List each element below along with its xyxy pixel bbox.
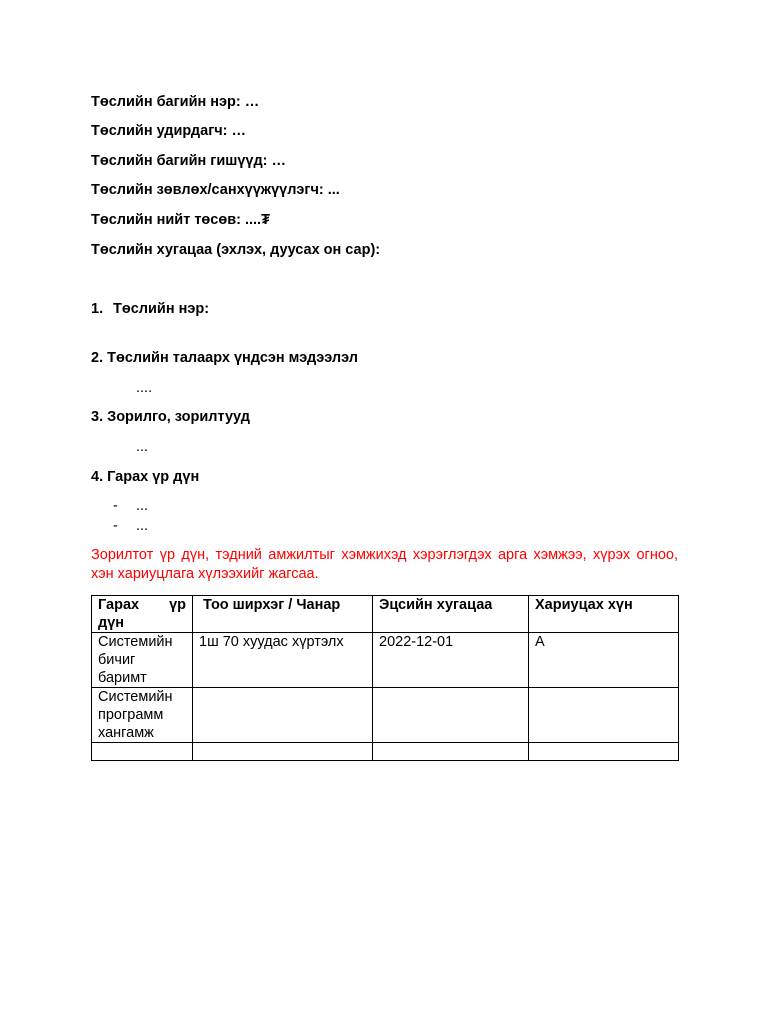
- table-cell: [373, 743, 529, 761]
- table-cell: [529, 688, 679, 743]
- table-header-cell: Тоо ширхэг / Чанар: [193, 596, 373, 633]
- section1-title: Төслийн нэр:: [113, 301, 210, 317]
- instruction-paragraph: Зорилтот үр дүн, тэдний амжилтыг хэмжихэд хэрэглэгдэх арга хэмжээ, хүрэх огноо, хэн хариуцлага хүлээхийг жагсаа.: [91, 547, 678, 582]
- table-cell: [193, 688, 373, 743]
- section1-number: 1.: [91, 301, 104, 317]
- field-team-members: Төслийн багийн гишүүд: …: [91, 153, 287, 169]
- table-row: [92, 743, 679, 761]
- section4-title: 4. Гарах үр дүн: [91, 469, 200, 485]
- table-row: [92, 633, 679, 688]
- table-cell: [193, 743, 373, 761]
- section3-content: ...: [136, 439, 149, 455]
- table-header-cell: Эцсийн хугацаа: [373, 596, 529, 633]
- bullet-dash: -: [113, 498, 118, 514]
- section3-title: 3. Зорилго, зорилтууд: [91, 409, 250, 425]
- table-cell: [373, 688, 529, 743]
- bullet-text: ...: [136, 518, 149, 534]
- field-team-name: Төслийн багийн нэр: …: [91, 94, 260, 110]
- field-advisor-sponsor: Төслийн зөвлөх/санхүүжүүлэгч: ...: [91, 182, 340, 198]
- table-cell: Системийн бичиг баримт: [92, 633, 193, 688]
- bullet-dash: -: [113, 518, 118, 534]
- table-cell: 2022-12-01: [373, 633, 529, 688]
- table-cell: 1ш 70 хуудас хүртэлх: [193, 633, 373, 688]
- bullet-text: ...: [136, 498, 149, 514]
- table-cell: Системийн программ хангамж: [92, 688, 193, 743]
- table-row: [92, 688, 679, 743]
- table-header-row: [92, 596, 679, 633]
- table-cell: A: [529, 633, 679, 688]
- results-table: [91, 595, 679, 761]
- table-cell: [92, 743, 193, 761]
- section2-title: 2. Төслийн талаарх үндсэн мэдээлэл: [91, 350, 358, 366]
- document-page: [91, 0, 678, 1024]
- table-cell: [529, 743, 679, 761]
- field-total-budget: Төслийн нийт төсөв: ....₮: [91, 212, 270, 228]
- table-header-cell: Гарах үр дүн: [92, 596, 193, 633]
- field-project-duration: Төслийн хугацаа (эхлэх, дуусах он сар):: [91, 242, 381, 258]
- table-header-cell: Хариуцах хүн: [529, 596, 679, 633]
- field-project-leader: Төслийн удирдагч: …: [91, 123, 247, 139]
- section2-content: ....: [136, 380, 153, 396]
